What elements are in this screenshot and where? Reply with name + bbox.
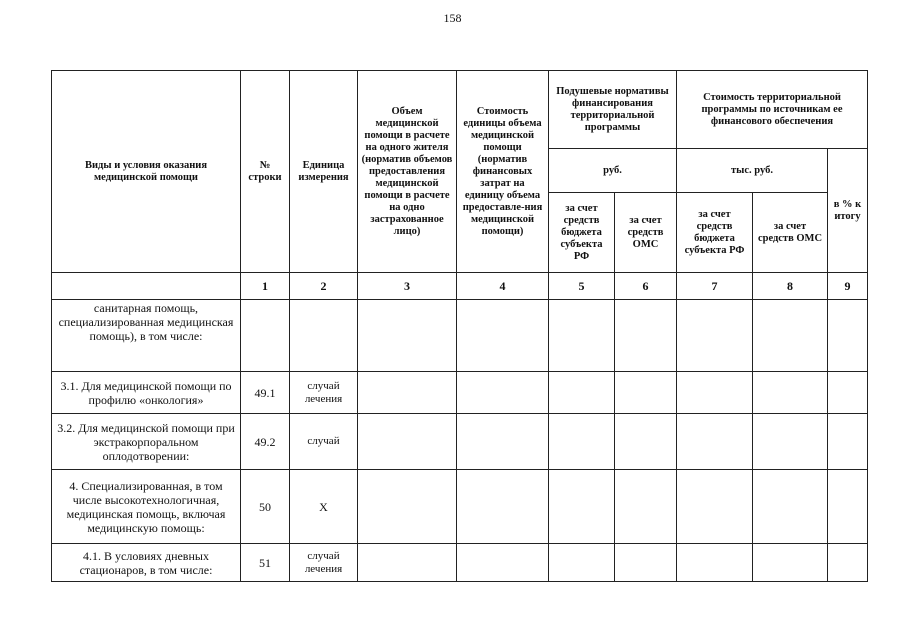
empty-cell — [828, 470, 868, 544]
empty-cell — [677, 414, 753, 470]
row-name: 4. Специализированная, в том числе высокотехнологичная, медицинская помощь, включая медицинскую помощь: — [52, 470, 241, 544]
empty-cell — [828, 300, 868, 372]
header-oms-2: за счет средств ОМС — [753, 193, 828, 273]
row-unit: Х — [290, 470, 358, 544]
empty-cell — [753, 300, 828, 372]
header-cost-unit: Стоимость единицы объема медицинской помощи (норматив финансовых затрат на единицу объема предоставле-ния медицинской помощи) — [457, 71, 549, 273]
empty-cell — [457, 300, 549, 372]
row-name: санитарная помощь, специализированная медицинская помощь), в том числе: — [52, 300, 241, 372]
empty-cell — [615, 300, 677, 372]
column-number: 2 — [290, 273, 358, 300]
empty-cell — [753, 414, 828, 470]
empty-cell — [677, 300, 753, 372]
financing-table — [51, 70, 868, 582]
empty-cell — [549, 544, 615, 582]
row-number: 49.2 — [241, 414, 290, 470]
row-unit: случай лечения — [290, 372, 358, 414]
column-number: 5 — [549, 273, 615, 300]
header-per-capita-group: Подушевые нормативы финансирования территориальной программы — [549, 71, 677, 149]
page-number: 158 — [443, 11, 462, 25]
column-number-row — [52, 273, 868, 300]
empty-cell — [549, 372, 615, 414]
empty-cell — [828, 372, 868, 414]
row-number: 50 — [241, 470, 290, 544]
empty-cell — [753, 470, 828, 544]
table-row — [52, 414, 868, 470]
empty-cell — [549, 470, 615, 544]
empty-cell — [358, 414, 457, 470]
header-row-no: № строки — [241, 71, 290, 273]
column-number — [52, 273, 241, 300]
empty-cell — [358, 544, 457, 582]
header-budget-subject: за счет средств бюджета субъекта РФ — [549, 193, 615, 273]
empty-cell — [457, 372, 549, 414]
row-number — [241, 300, 290, 372]
empty-cell — [358, 372, 457, 414]
row-unit: случай — [290, 414, 358, 470]
empty-cell — [615, 372, 677, 414]
empty-cell — [549, 414, 615, 470]
empty-cell — [457, 470, 549, 544]
header-volume: Объем медицинской помощи в расчете на одного жителя (норматив объемов предоставления медицинской помощи в расчете на одно застрахованное лицо) — [358, 71, 457, 273]
empty-cell — [457, 414, 549, 470]
empty-cell — [677, 544, 753, 582]
column-number: 4 — [457, 273, 549, 300]
header-unit-thousand-rub: тыс. руб. — [677, 149, 828, 193]
column-number: 9 — [828, 273, 868, 300]
row-number: 51 — [241, 544, 290, 582]
table-row — [52, 544, 868, 582]
row-number: 49.1 — [241, 372, 290, 414]
table-row — [52, 300, 868, 372]
empty-cell — [753, 544, 828, 582]
empty-cell — [615, 470, 677, 544]
empty-cell — [753, 372, 828, 414]
row-unit: случай лечения — [290, 544, 358, 582]
row-unit — [290, 300, 358, 372]
empty-cell — [358, 300, 457, 372]
column-number: 7 — [677, 273, 753, 300]
header-percent: в % к итогу — [828, 149, 868, 273]
column-number: 1 — [241, 273, 290, 300]
table-row — [52, 372, 868, 414]
row-name: 3.1. Для медицинской помощи по профилю «онкология» — [52, 372, 241, 414]
table-row — [52, 470, 868, 544]
empty-cell — [828, 544, 868, 582]
header-kind: Виды и условия оказания медицинской помощи — [52, 71, 241, 273]
empty-cell — [457, 544, 549, 582]
header-budget-subject-2: за счет средств бюджета субъекта РФ — [677, 193, 753, 273]
header-oms: за счет средств ОМС — [615, 193, 677, 273]
empty-cell — [615, 544, 677, 582]
header-territorial-group: Стоимость территориальной программы по источникам ее финансового обеспечения — [677, 71, 868, 149]
empty-cell — [828, 414, 868, 470]
empty-cell — [677, 470, 753, 544]
header-unit: Единица измерения — [290, 71, 358, 273]
column-number: 6 — [615, 273, 677, 300]
empty-cell — [615, 414, 677, 470]
row-name: 3.2. Для медицинской помощи при экстракорпоральном оплодотворении: — [52, 414, 241, 470]
column-number: 3 — [358, 273, 457, 300]
empty-cell — [358, 470, 457, 544]
empty-cell — [677, 372, 753, 414]
column-number: 8 — [753, 273, 828, 300]
row-name: 4.1. В условиях дневных стационаров, в том числе: — [52, 544, 241, 582]
empty-cell — [549, 300, 615, 372]
header-unit-rub: руб. — [549, 149, 677, 193]
